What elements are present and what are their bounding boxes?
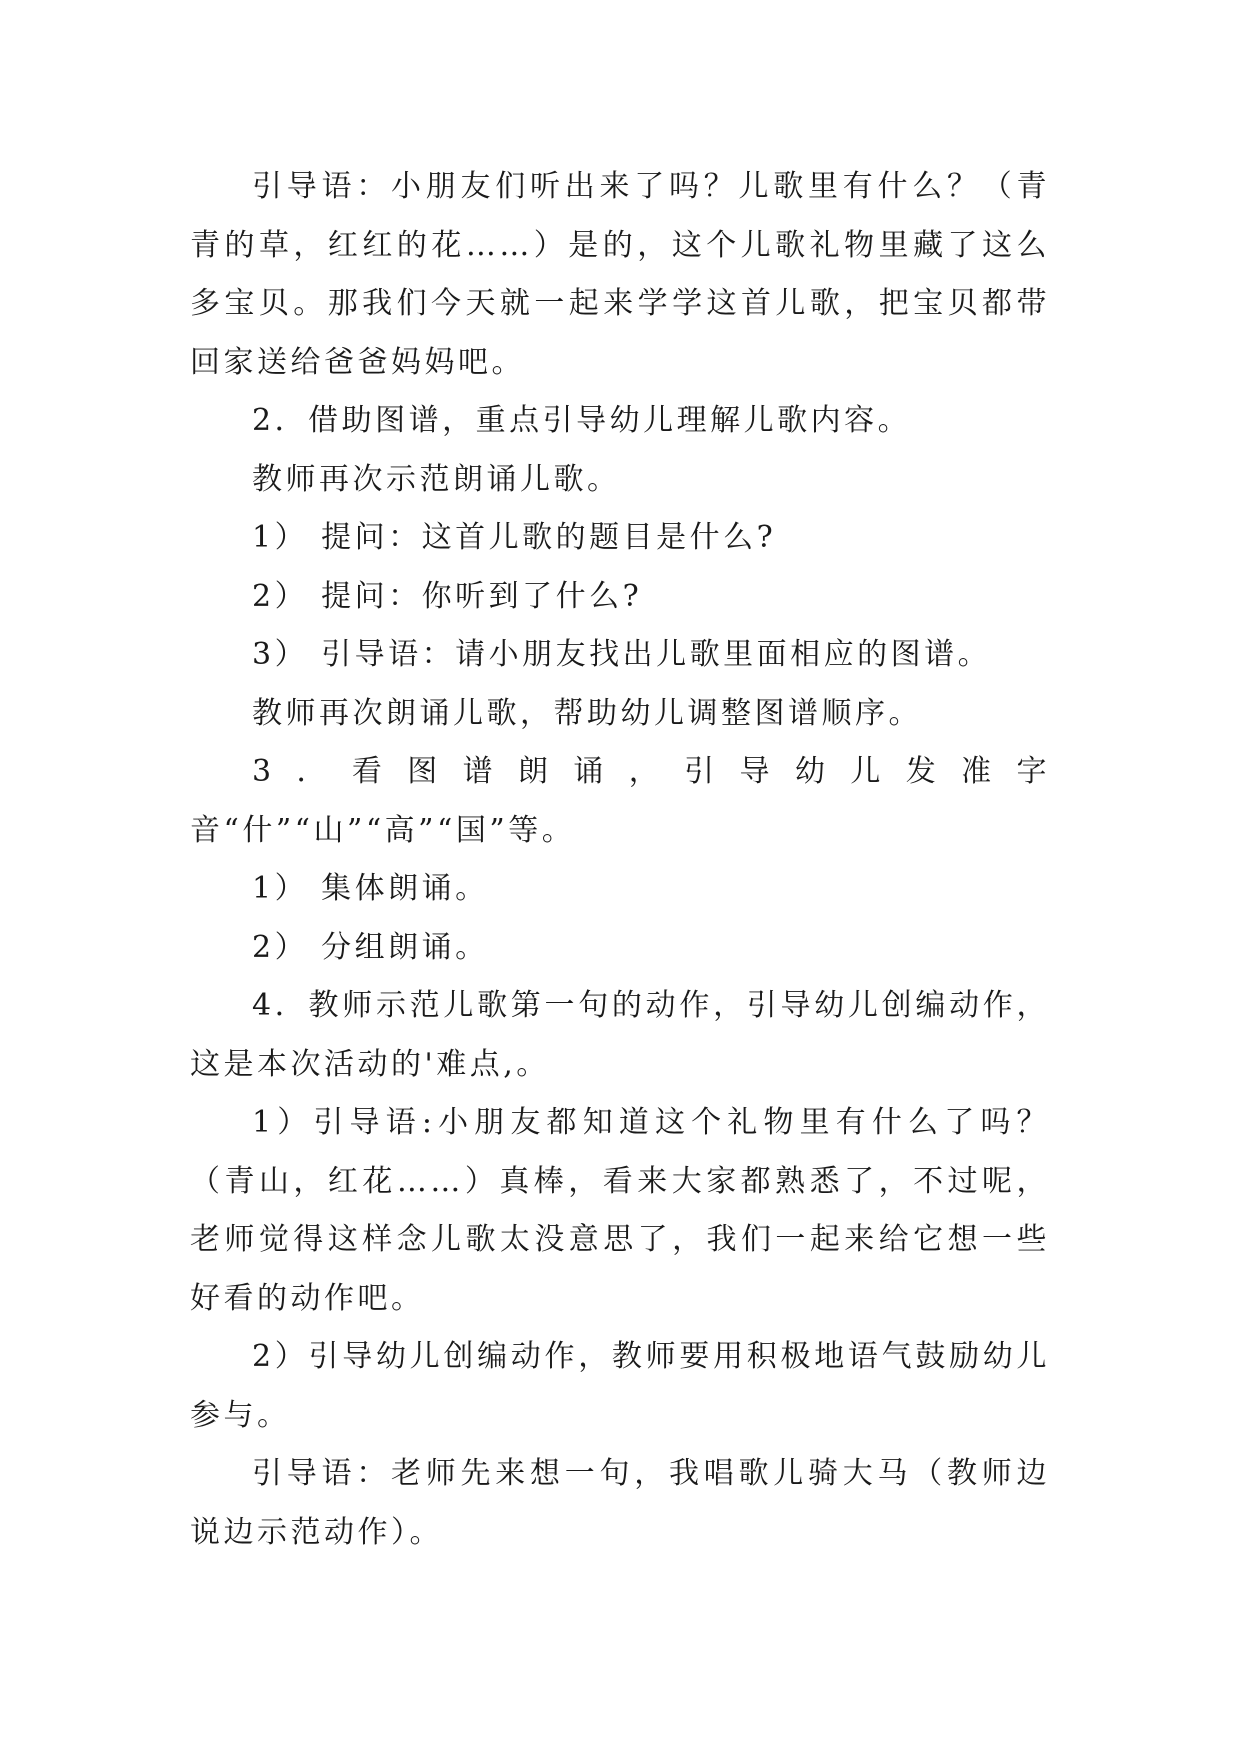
paragraph-create-actions: 2）引导幼儿创编动作，教师要用积极地语气鼓励幼儿参与。 <box>190 1339 1050 1433</box>
paragraph-guidance-gift: 1）引导语:小朋友都知道这个礼物里有什么了吗？（青山，红花……）真棒，看来大家都熟悉了，不过呢，老师觉得这样念儿歌太没意思了，我们一起来给它想一些好看的动作吧。 <box>190 1105 1050 1316</box>
paragraph-question-2: 2） 提问：你听到了什么? <box>252 578 643 614</box>
paragraph-step-3-heading: 3．看图谱朗诵，引导幼儿发准字音“什”“山”“高”“国”等。 <box>190 754 1050 848</box>
paragraph-teacher-demo: 引导语：老师先来想一句，我唱歌儿骑大马（教师边说边示范动作）。 <box>190 1456 1050 1550</box>
paragraph-step-4-heading: 4．教师示范儿歌第一句的动作，引导幼儿创编动作，这是本次活动的'难点,。 <box>190 988 1050 1082</box>
paragraph-reorder-chart: 教师再次朗诵儿歌，帮助幼儿调整图谱顺序。 <box>252 695 922 731</box>
paragraph-subgroup-recite: 2） 分组朗诵。 <box>252 929 489 965</box>
document-body <box>190 158 1050 1562</box>
paragraph-step-2-heading: 2．借助图谱，重点引导幼儿理解儿歌内容。 <box>252 403 912 438</box>
paragraph-question-3: 3） 引导语：请小朋友找出儿歌里面相应的图谱。 <box>252 637 992 672</box>
paragraph-intro-guidance: 引导语：小朋友们听出来了吗？儿歌里有什么？（青青的草，红红的花……）是的，这个儿歌礼物里藏了这么多宝贝。那我们今天就一起来学学这首儿歌，把宝贝都带回家送给爸爸妈妈吧。 <box>190 169 1050 380</box>
paragraph-question-1: 1） 提问：这首儿歌的题目是什么? <box>252 520 777 555</box>
paragraph-group-recite: 1） 集体朗诵。 <box>252 871 489 906</box>
paragraph-teacher-recite: 教师再次示范朗诵儿歌。 <box>252 461 621 497</box>
